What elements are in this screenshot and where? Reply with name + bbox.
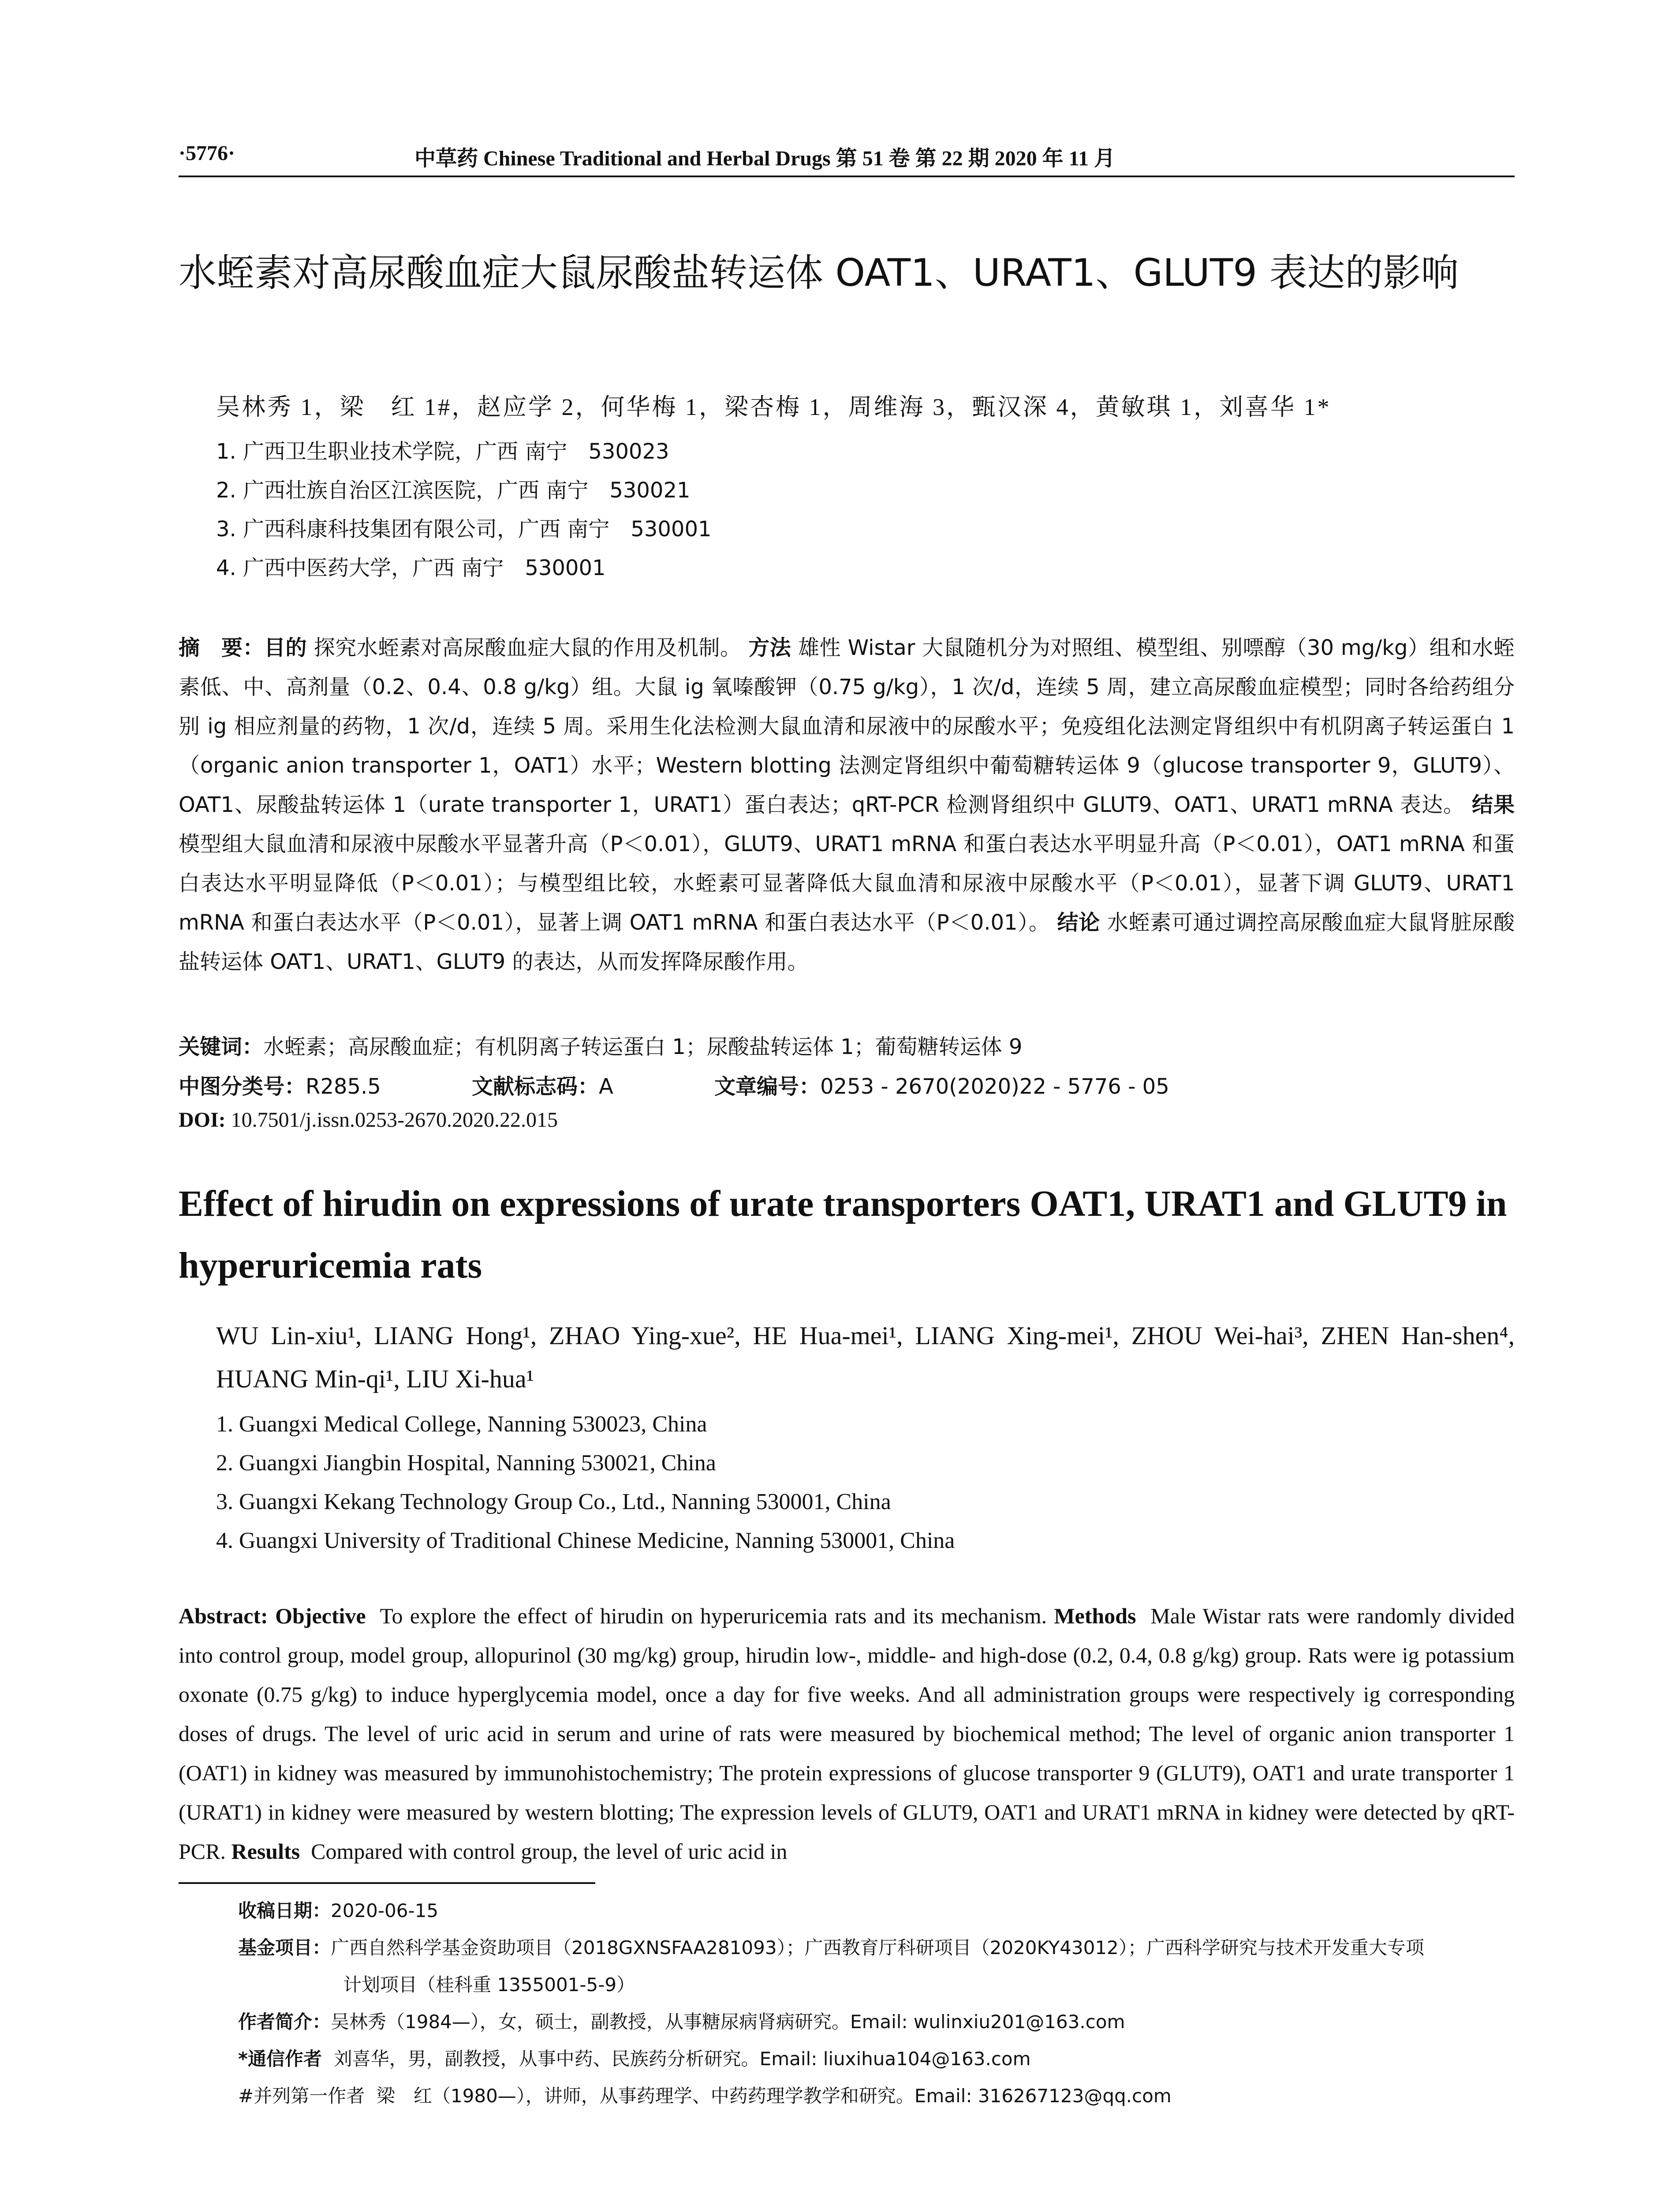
doc-code-label: 文献标志码： bbox=[472, 1074, 599, 1099]
article-no-label: 文章编号： bbox=[714, 1074, 821, 1099]
objective-text: 探究水蛭素对高尿酸血症大鼠的作用及机制。 bbox=[314, 635, 742, 660]
en-objective-label: Objective bbox=[275, 1603, 366, 1628]
journal-line: 中草药 Chinese Traditional and Herbal Drugs 第 51 卷 第 22 期 2020 年 11 月 bbox=[414, 147, 1116, 170]
chinese-abstract bbox=[179, 628, 1515, 982]
chinese-affiliation-1: 1. 广西卫生职业技术学院，广西 南宁 530023 bbox=[216, 439, 669, 464]
footnote-author-bio bbox=[238, 2007, 1125, 2034]
fund-label: 基金项目： bbox=[238, 1937, 331, 1958]
bio-label: 作者简介： bbox=[238, 2011, 331, 2033]
cofirst-label: #并列第一作者 bbox=[238, 2085, 365, 2107]
english-affiliation-2: 2. Guangxi Jiangbin Hospital, Nanning 530021, China bbox=[216, 1450, 716, 1476]
abstract-label: 摘 要： bbox=[179, 635, 264, 660]
footnote-fund-continued: 计划项目（桂科重 1355001-5-9） bbox=[343, 1974, 635, 1996]
running-header bbox=[179, 141, 1515, 172]
clc-label: 中图分类号： bbox=[179, 1074, 306, 1099]
clc-value: R285.5 bbox=[306, 1074, 381, 1099]
doi-line bbox=[179, 1108, 558, 1132]
keywords-text: 水蛭素；高尿酸血症；有机阴离子转运蛋白 1；尿酸盐转运体 1；葡萄糖转运体 9 bbox=[263, 1035, 1023, 1059]
article-no-value: 0253 - 2670(2020)22 - 5776 - 05 bbox=[820, 1074, 1169, 1099]
conclusion-label: 结论 bbox=[1057, 910, 1100, 935]
en-abstract-label: Abstract: bbox=[179, 1603, 268, 1628]
en-methods-text: Male Wistar rats were randomly divided into control group, model group, allopurinol (30 mg/kg) group, hirudin low-, middle- and high-dose (0.2, 0.4, 0.8 g/kg) group. Rats were ig potassium oxonate (0.75 g/kg) to induce hyperglycemia model, once a day for five weeks. And all administration groups were respectively ig corresponding doses of drugs. The level of uric acid in serum and urine of rats were measured by biochemical method; The level of organic anion transporter 1 (OAT1) in kidney was measured by immunohistochemistry; The protein expressions of glucose transporter 9 (GLUT9), OAT1 and urate transporter 1 (URAT1) in kidney were measured by western blotting; The expression levels of GLUT9, OAT1 and URAT1 mRNA in kidney were detected by qRT-PCR. bbox=[179, 1603, 1515, 1864]
received-value: 2020-06-15 bbox=[331, 1900, 439, 1921]
footnote-rule bbox=[179, 1882, 595, 1884]
cofirst-value: 梁 红（1980—），讲师，从事药理学、中药药理学教学和研究。Email: 316267123@qq.com bbox=[376, 2085, 1172, 2107]
corr-value: 刘喜华，男，副教授，从事中药、民族药分析研究。Email: liuxihua104@163.com bbox=[333, 2048, 1031, 2070]
received-label: 收稿日期： bbox=[238, 1900, 331, 1921]
footnote-corresponding bbox=[238, 2044, 1031, 2071]
en-results-label: Results bbox=[231, 1839, 300, 1864]
doc-code-value: A bbox=[599, 1074, 613, 1099]
conclusion-text: 水蛭素可通过调控高尿酸血症大鼠肾脏尿酸盐转运体 OAT1、URAT1、GLUT9 的表达，从而发挥降尿酸作用。 bbox=[179, 910, 1515, 974]
footnote-cofirst bbox=[238, 2082, 1172, 2108]
doi-value[interactable]: 10.7501/j.issn.0253-2670.2020.22.015 bbox=[231, 1108, 558, 1132]
english-affiliation-4: 4. Guangxi University of Traditional Chinese Medicine, Nanning 530001, China bbox=[216, 1528, 955, 1553]
corr-label: *通信作者 bbox=[238, 2048, 322, 2070]
chinese-affiliation-3: 3. 广西科康科技集团有限公司，广西 南宁 530001 bbox=[216, 517, 712, 542]
bio-value: 吴林秀（1984—），女，硕士，副教授，从事糖尿病肾病研究。Email: wulinxiu201@163.com bbox=[331, 2011, 1125, 2033]
english-title: Effect of hirudin on expressions of urate transporters OAT1, URAT1 and GLUT9 in hyperuricemia rats bbox=[179, 1183, 1507, 1286]
methods-text: 雄性 Wistar 大鼠随机分为对照组、模型组、别嘌醇（30 mg/kg）组和水蛭素低、中、高剂量（0.2、0.4、0.8 g/kg）组。大鼠 ig 氧嗪酸钾（0.75 g/kg），1 次/d，连续 5 周，建立高尿酸血症模型；同时各给药组分别 ig 相应剂量的药物，1 次/d，连续 5 周。采用生化法检测大鼠血清和尿液中的尿酸水平；免疫组化法测定肾组织中有机阴离子转运蛋白 1（organic anion transporter 1，OAT1）水平；Western blotting 法测定肾组织中葡萄糖转运体 9（glucose transporter 9，GLUT9）、OAT1、尿酸盐转运体 1（urate transporter 1，URAT1）蛋白表达；qRT-PCR 检测肾组织中 GLUT9、OAT1、URAT1 mRNA 表达。 bbox=[179, 635, 1515, 817]
methods-label: 方法 bbox=[748, 635, 791, 660]
en-results-text: Compared with control group, the level of uric acid in bbox=[311, 1839, 788, 1864]
fund-value-1: 广西自然科学基金资助项目（2018GXNSFAA281093）；广西教育厅科研项目（2020KY43012）；广西科学研究与技术开发重大专项 bbox=[331, 1937, 1424, 1958]
chinese-title: 水蛭素对高尿酸血症大鼠尿酸盐转运体 OAT1、URAT1、GLUT9 表达的影响 bbox=[179, 251, 1459, 295]
page-number: ·5776· bbox=[179, 142, 235, 165]
en-methods-label: Methods bbox=[1054, 1603, 1136, 1628]
chinese-affiliation-2: 2. 广西壮族自治区江滨医院，广西 南宁 530021 bbox=[216, 478, 691, 503]
header-rule bbox=[179, 176, 1515, 177]
chinese-authors: 吴林秀 1，梁 红 1#，赵应学 2，何华梅 1，梁杏梅 1，周维海 3，甄汉深 4，黄敏琪 1，刘喜华 1* bbox=[216, 394, 1331, 420]
doi-label: DOI: bbox=[179, 1108, 226, 1132]
english-abstract bbox=[179, 1596, 1515, 1871]
footnote-received bbox=[238, 1896, 438, 1923]
results-label: 结果 bbox=[1472, 792, 1515, 817]
objective-label: 目的 bbox=[264, 635, 307, 660]
chinese-affiliation-4: 4. 广西中医药大学，广西 南宁 530001 bbox=[216, 556, 606, 580]
keywords-line bbox=[179, 1030, 1022, 1060]
english-affiliation-3: 3. Guangxi Kekang Technology Group Co., Ltd., Nanning 530001, China bbox=[216, 1489, 891, 1514]
en-objective-text: To explore the effect of hirudin on hyperuricemia rats and its mechanism. bbox=[380, 1603, 1047, 1628]
results-text: 模型组大鼠血清和尿液中尿酸水平显著升高（P＜0.01），GLUT9、URAT1 mRNA 和蛋白表达水平明显升高（P＜0.01），OAT1 mRNA 和蛋白表达水平明显降低（P＜0.01）；与模型组比较，水蛭素可显著降低大鼠血清和尿液中尿酸水平（P＜0.01），显著下调 GLUT9、URAT1 mRNA 和蛋白表达水平（P＜0.01），显著上调 OAT1 mRNA 和蛋白表达水平（P＜0.01）。 bbox=[179, 832, 1515, 935]
keywords-label: 关键词： bbox=[179, 1035, 264, 1059]
classification-line bbox=[179, 1069, 1169, 1100]
english-affiliation-1: 1. Guangxi Medical College, Nanning 530023, China bbox=[216, 1412, 707, 1437]
footnote-fund bbox=[238, 1933, 1424, 1960]
english-authors: WU Lin-xiu¹, LIANG Hong¹, ZHAO Ying-xue², HE Hua-mei¹, LIANG Xing-mei¹, ZHOU Wei-hai³, ZHEN Han-shen⁴, HUANG Min-qi¹, LIU Xi-hua¹ bbox=[216, 1321, 1515, 1393]
